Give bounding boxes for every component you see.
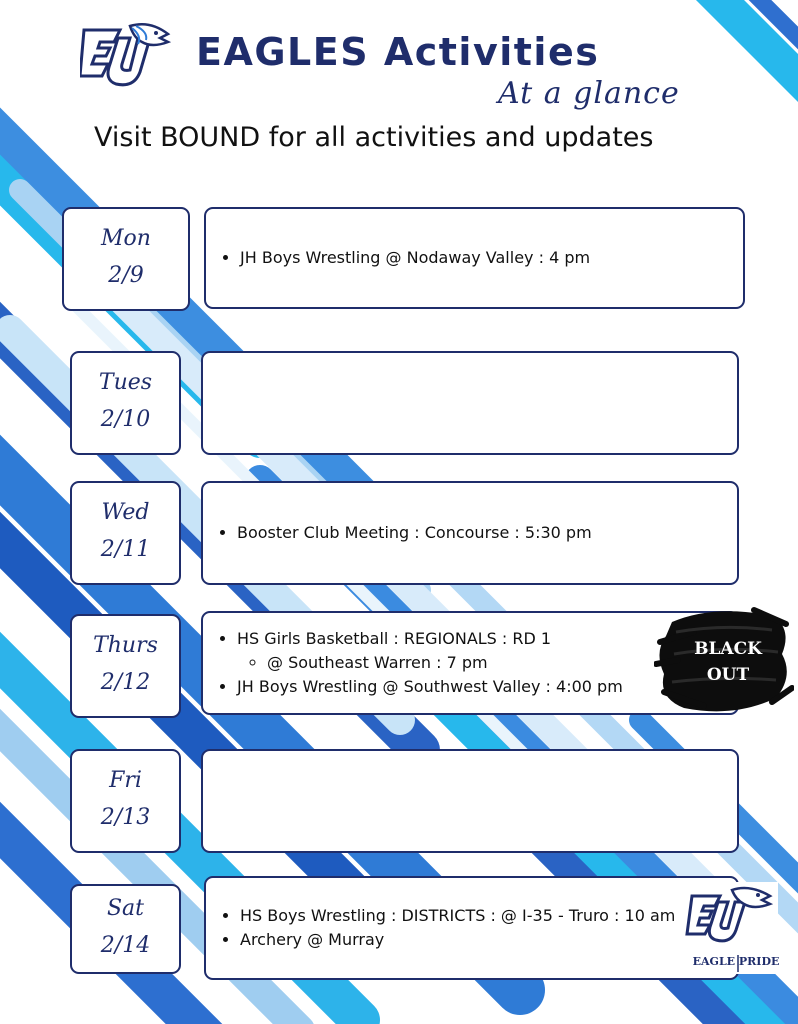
day-name: Sat (106, 896, 145, 921)
day-name: Thurs (93, 633, 158, 658)
day-name: Tues (98, 370, 153, 395)
day-date: 2/13 (100, 805, 151, 830)
blackout-line2: OUT (706, 665, 750, 685)
day-date: 2/11 (100, 537, 151, 562)
event-item: • HS Boys Wrestling : DISTRICTS : @ I-35 - Truro : 10 am (240, 904, 675, 928)
events-box-wed (201, 481, 739, 585)
event-item: • Booster Club Meeting : Concourse : 5:30 pm (237, 521, 592, 545)
day-name: Mon (101, 226, 151, 251)
event-subitem: ◦ @ Southeast Warren : 7 pm (267, 651, 623, 675)
page-subtitle: At a glance (498, 76, 680, 111)
blackout-label (654, 636, 798, 688)
day-name: Wed (101, 500, 150, 525)
day-date: 2/10 (100, 407, 151, 432)
page-title: EAGLES Activities (196, 30, 600, 74)
events-box-tues (201, 351, 739, 455)
day-box-tues (70, 351, 181, 455)
event-item: • JH Boys Wrestling @ Southwest Valley : 4:00 pm (237, 675, 623, 699)
events-box-sat (204, 876, 739, 980)
event-item (237, 627, 623, 675)
eagle-logo-icon (80, 20, 172, 96)
headline: Visit BOUND for all activities and updates (94, 122, 654, 153)
day-box-sat (70, 884, 181, 974)
day-date: 2/9 (108, 263, 144, 288)
day-box-mon (62, 207, 190, 311)
event-list (206, 246, 590, 270)
day-date: 2/14 (100, 933, 151, 958)
event-list (206, 904, 675, 952)
day-box-wed (70, 481, 181, 585)
event-list (203, 521, 592, 545)
eagle-pride-label: EAGLE PRIDE (692, 955, 780, 968)
blackout-line1: BLACK (694, 639, 762, 659)
events-box-fri (201, 749, 739, 853)
event-item: • Archery @ Murray (240, 928, 675, 952)
day-date: 2/12 (100, 670, 151, 695)
events-box-mon (204, 207, 745, 309)
event-item: • JH Boys Wrestling @ Nodaway Valley : 4 pm (240, 246, 590, 270)
day-name: Fri (109, 768, 142, 793)
event-item-text: HS Girls Basketball : REGIONALS : RD 1 (237, 629, 552, 648)
day-box-fri (70, 749, 181, 853)
event-list (203, 627, 623, 699)
event-sublist (237, 651, 623, 675)
day-box-thurs (70, 614, 181, 718)
